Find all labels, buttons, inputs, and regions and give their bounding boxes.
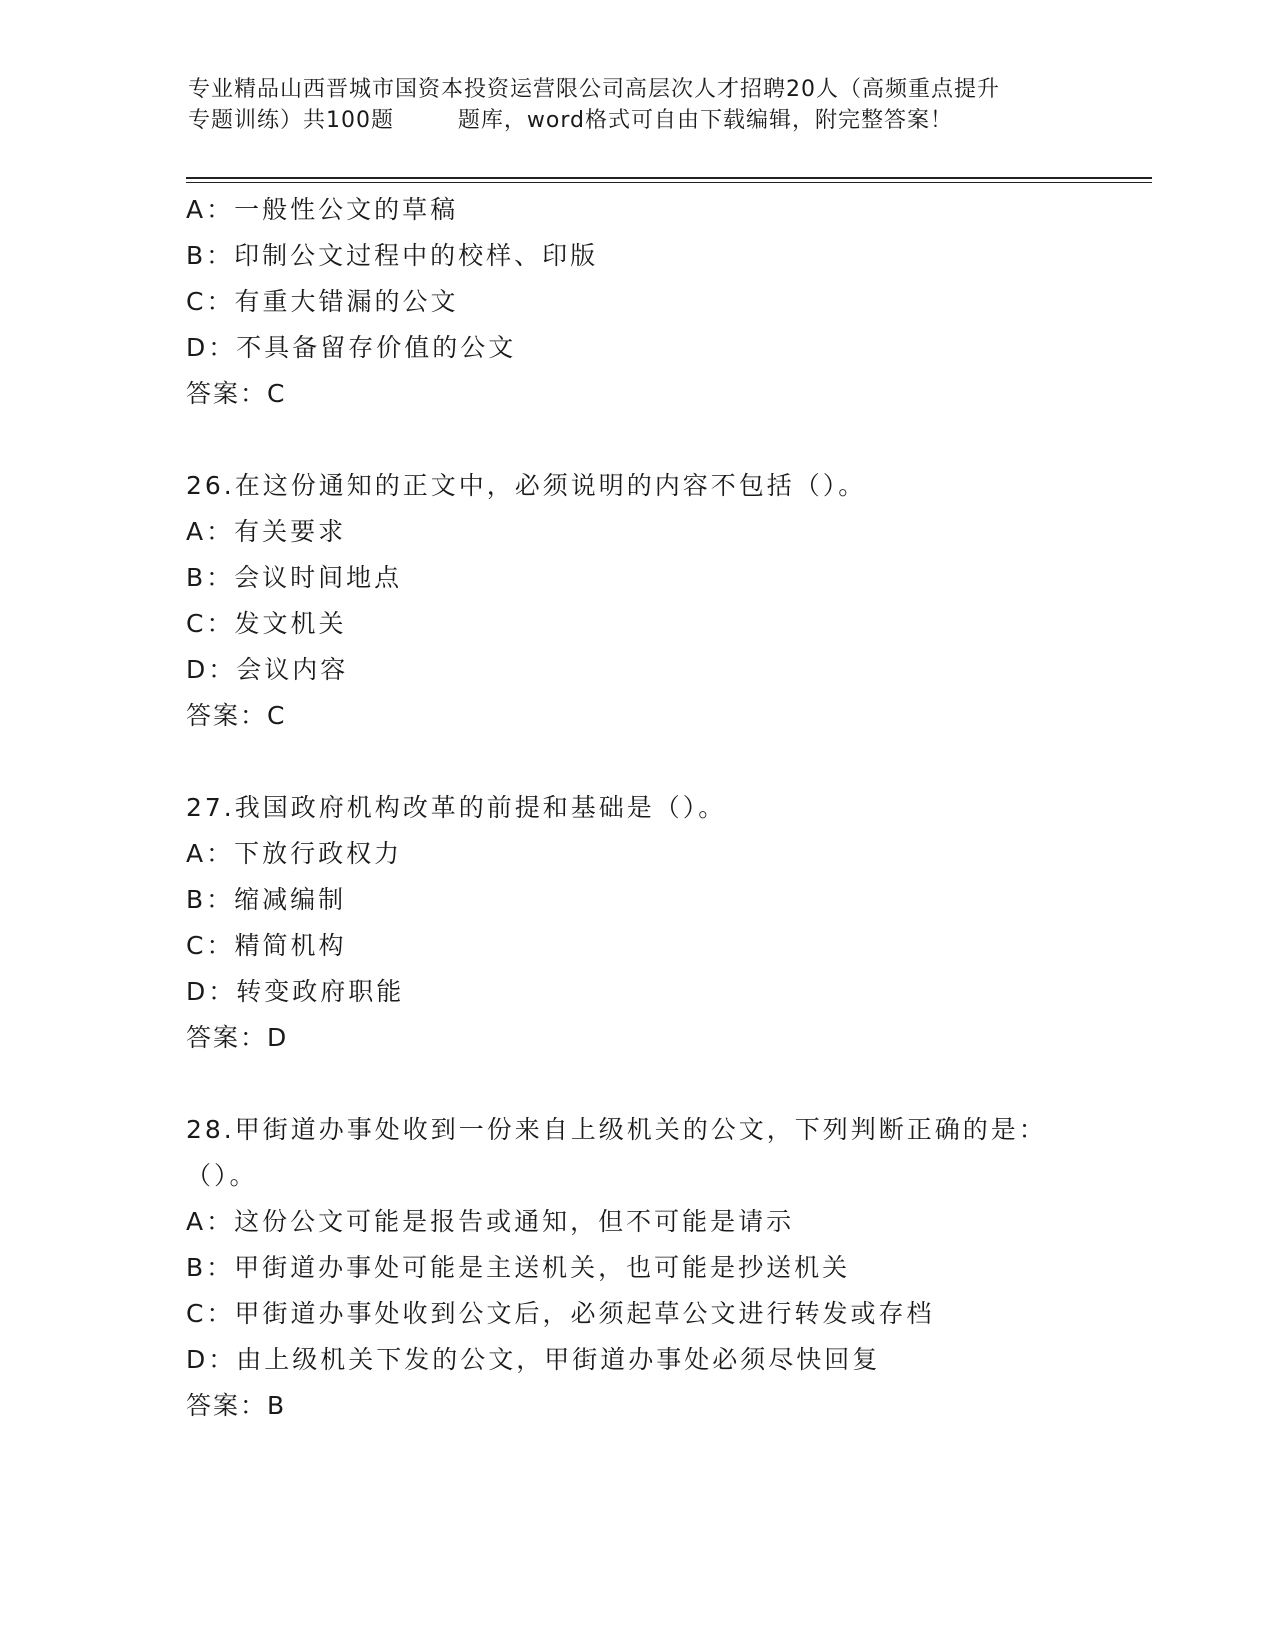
- question-list: [186, 187, 1126, 1429]
- question-stem: 26.在这份通知的正文中，必须说明的内容不包括（）。: [186, 471, 867, 500]
- option-b: B：甲街道办事处可能是主送机关，也可能是抄送机关: [186, 1253, 851, 1282]
- option-b: B：缩减编制: [186, 885, 347, 914]
- header-line-2: 专题训练）共100题 题库，word格式可自由下载编辑，附完整答案！: [188, 108, 954, 133]
- answer-line: 答案：D: [186, 1023, 289, 1052]
- header-divider-thin: [186, 182, 1152, 183]
- answer-line: 答案：C: [186, 379, 287, 408]
- answer-line: 答案：B: [186, 1391, 287, 1420]
- spacer: [186, 739, 1126, 785]
- option-c: C：有重大错漏的公文: [186, 287, 459, 316]
- option-d: D：由上级机关下发的公文，甲街道办事处必须尽快回复: [186, 1345, 881, 1374]
- question-stem: 28.甲街道办事处收到一份来自上级机关的公文，下列判断正确的是：: [186, 1115, 1047, 1144]
- option-a: A：这份公文可能是报告或通知，但不可能是请示: [186, 1207, 795, 1236]
- option-a: A：一般性公文的草稿: [186, 195, 459, 224]
- option-d: D：不具备留存价值的公文: [186, 333, 517, 362]
- option-a: A：有关要求: [186, 517, 347, 546]
- option-d: D：转变政府职能: [186, 977, 405, 1006]
- option-c: C：发文机关: [186, 609, 347, 638]
- option-c: C：甲街道办事处收到公文后，必须起草公文进行转发或存档: [186, 1299, 935, 1328]
- option-b: B：会议时间地点: [186, 563, 403, 592]
- spacer: [186, 417, 1126, 463]
- question-block-continued: [186, 187, 1126, 417]
- header-line-1: 专业精品山西晋城市国资本投资运营限公司高层次人才招聘20人（高频重点提升: [188, 77, 1000, 102]
- question-block-26: [186, 463, 1126, 739]
- question-block-28: [186, 1107, 1126, 1429]
- option-a: A：下放行政权力: [186, 839, 403, 868]
- document-header: [188, 74, 1088, 136]
- spacer: [186, 1061, 1126, 1107]
- question-block-27: [186, 785, 1126, 1061]
- question-stem: 27.我国政府机构改革的前提和基础是（）。: [186, 793, 727, 822]
- option-c: C：精简机构: [186, 931, 347, 960]
- header-divider-thick: [186, 177, 1152, 179]
- answer-line: 答案：C: [186, 701, 287, 730]
- question-stem-continued: （）。: [186, 1161, 258, 1190]
- option-d: D：会议内容: [186, 655, 349, 684]
- option-b: B：印制公文过程中的校样、印版: [186, 241, 599, 270]
